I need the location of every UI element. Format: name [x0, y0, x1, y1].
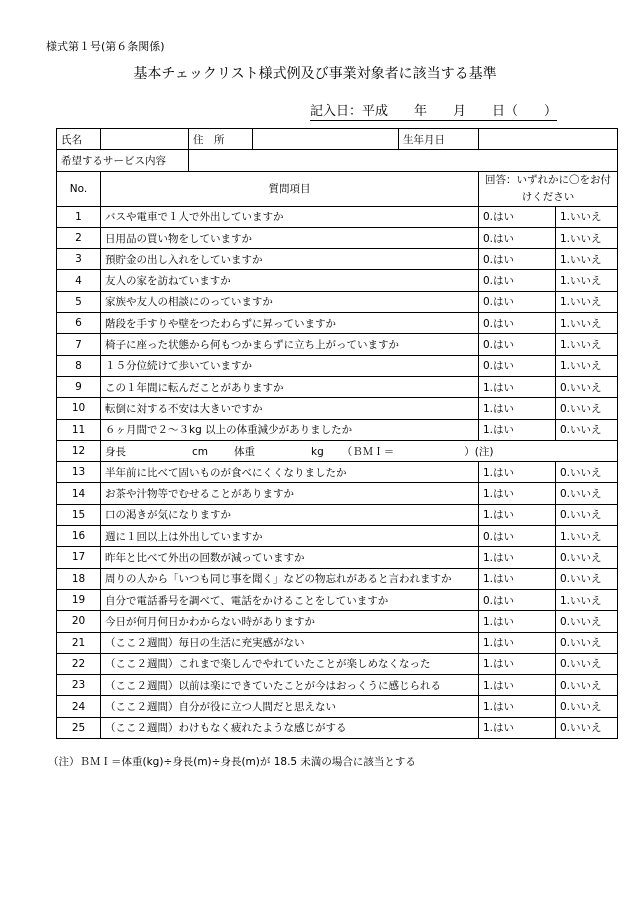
entry-date: [310, 100, 557, 119]
bmi-note-ref: ）(注): [464, 445, 494, 458]
question-number: 7: [57, 334, 101, 355]
answer-no-option[interactable]: 0.いいえ: [556, 504, 618, 525]
question-row: [57, 696, 618, 717]
answer-yes-option[interactable]: 1.はい: [479, 611, 556, 632]
service-field[interactable]: [189, 150, 618, 171]
answer-no-option[interactable]: 1.いいえ: [556, 249, 618, 270]
column-header-row: [57, 171, 618, 206]
question-text: （ここ２週間）わけもなく疲れたような感じがする: [101, 717, 479, 738]
answer-no-option[interactable]: 1.いいえ: [556, 334, 618, 355]
question-row: [57, 462, 618, 483]
answer-yes-option[interactable]: 0.はい: [479, 270, 556, 291]
question-row: [57, 717, 618, 738]
question-text: 友人の家を訪ねていますか: [101, 270, 479, 291]
birthdate-field[interactable]: [479, 129, 618, 150]
page-title: 基本チェックリスト様式例及び事業対象者に該当する基準: [133, 66, 497, 82]
question-text: お茶や汁物等でむせることがありますか: [101, 483, 479, 504]
question-text: 椅子に座った状態から何もつかまらずに立ち上がっていますか: [101, 334, 479, 355]
question-header: 質問項目: [101, 171, 479, 206]
answer-no-option[interactable]: 0.いいえ: [556, 568, 618, 589]
answer-no-option[interactable]: 0.いいえ: [556, 675, 618, 696]
question-row: [57, 504, 618, 525]
question-row: [57, 632, 618, 653]
question-number: 2: [57, 227, 101, 248]
birthdate-label: 生年月日: [399, 129, 479, 150]
bmi-measurement: [101, 440, 618, 461]
question-row: [57, 206, 618, 227]
question-number: 9: [57, 376, 101, 397]
answer-no-option[interactable]: 0.いいえ: [556, 376, 618, 397]
checklist-table: [56, 128, 618, 739]
question-number: 12: [57, 440, 101, 461]
question-number: 13: [57, 462, 101, 483]
answer-no-option[interactable]: 0.いいえ: [556, 632, 618, 653]
question-number: 11: [57, 419, 101, 440]
question-row: [57, 270, 618, 291]
question-row: [57, 675, 618, 696]
name-label: 氏名: [57, 129, 101, 150]
question-row: [57, 526, 618, 547]
answer-yes-option[interactable]: 1.はい: [479, 419, 556, 440]
answer-yes-option[interactable]: 1.はい: [479, 717, 556, 738]
answer-yes-option[interactable]: 1.はい: [479, 632, 556, 653]
answer-yes-option[interactable]: 1.はい: [479, 504, 556, 525]
question-number: 4: [57, 270, 101, 291]
question-number: 14: [57, 483, 101, 504]
question-text: この１年間に転んだことがありますか: [101, 376, 479, 397]
answer-yes-option[interactable]: 0.はい: [479, 227, 556, 248]
question-text: 階段を手すりや壁をつたわらずに昇っていますか: [101, 313, 479, 334]
question-number: 23: [57, 675, 101, 696]
answer-no-option[interactable]: 0.いいえ: [556, 611, 618, 632]
question-number: 25: [57, 717, 101, 738]
question-text: （ここ２週間）自分が役に立つ人間だと思えない: [101, 696, 479, 717]
answer-yes-option[interactable]: 0.はい: [479, 249, 556, 270]
answer-no-option[interactable]: 0.いいえ: [556, 696, 618, 717]
kg-unit: kg: [311, 445, 324, 458]
answer-yes-option[interactable]: 1.はい: [479, 398, 556, 419]
question-row: [57, 653, 618, 674]
question-text: （ここ２週間）これまで楽しんでやれていたことが楽しめなくなった: [101, 653, 479, 674]
question-text: （ここ２週間）毎日の生活に充実感がない: [101, 632, 479, 653]
answer-yes-option[interactable]: 0.はい: [479, 334, 556, 355]
weight-label: 体重: [234, 445, 256, 458]
question-number: 6: [57, 313, 101, 334]
question-text: バスや電車で１人で外出していますか: [101, 206, 479, 227]
bmi-row: [57, 440, 618, 461]
question-text: 日用品の買い物をしていますか: [101, 227, 479, 248]
answer-no-option[interactable]: 1.いいえ: [556, 227, 618, 248]
answer-no-option[interactable]: 1.いいえ: [556, 313, 618, 334]
answer-yes-option[interactable]: 0.はい: [479, 206, 556, 227]
question-text: 自分で電話番号を調べて、電話をかけることをしていますか: [101, 589, 479, 610]
question-row: [57, 589, 618, 610]
question-number: 15: [57, 504, 101, 525]
name-field[interactable]: [101, 129, 189, 150]
no-header: No.: [57, 171, 101, 206]
question-row: [57, 355, 618, 376]
answer-yes-option[interactable]: 1.はい: [479, 547, 556, 568]
answer-no-option[interactable]: 0.いいえ: [556, 547, 618, 568]
question-text: 今日が何月何日かわからない時がありますか: [101, 611, 479, 632]
answer-no-option[interactable]: 1.いいえ: [556, 355, 618, 376]
question-text: 転倒に対する不安は大きいですか: [101, 398, 479, 419]
question-number: 17: [57, 547, 101, 568]
question-row: [57, 419, 618, 440]
entry-date-text: 記入日：平成 年 月 日（ ）: [310, 104, 558, 119]
answer-no-option[interactable]: 1.いいえ: [556, 526, 618, 547]
answer-yes-option[interactable]: 1.はい: [479, 462, 556, 483]
question-row: [57, 376, 618, 397]
answer-yes-option[interactable]: 1.はい: [479, 653, 556, 674]
question-number: 5: [57, 291, 101, 312]
question-row: [57, 291, 618, 312]
question-number: 10: [57, 398, 101, 419]
question-number: 22: [57, 653, 101, 674]
question-number: 1: [57, 206, 101, 227]
answer-yes-option[interactable]: 1.はい: [479, 483, 556, 504]
question-text: 口の渇きが気になりますか: [101, 504, 479, 525]
question-text: 週に１回以上は外出していますか: [101, 526, 479, 547]
bmi-label: （ＢＭＩ＝: [341, 445, 395, 458]
question-row: [57, 249, 618, 270]
question-row: [57, 334, 618, 355]
form-reference: 様式第１号(第６条関係): [46, 40, 165, 53]
info-row-name: [57, 129, 618, 150]
question-row: [57, 227, 618, 248]
question-text: 昨年と比べて外出の回数が減っていますか: [101, 547, 479, 568]
question-number: 21: [57, 632, 101, 653]
answer-no-option[interactable]: 0.いいえ: [556, 653, 618, 674]
answer-yes-option[interactable]: 0.はい: [479, 589, 556, 610]
height-label: 身長: [105, 445, 126, 458]
question-number: 20: [57, 611, 101, 632]
answer-no-option[interactable]: 1.いいえ: [556, 206, 618, 227]
answer-yes-option[interactable]: 0.はい: [479, 291, 556, 312]
answer-yes-option[interactable]: 0.はい: [479, 355, 556, 376]
answer-no-option[interactable]: 0.いいえ: [556, 419, 618, 440]
question-number: 3: [57, 249, 101, 270]
question-text: 家族や友人の相談にのっていますか: [101, 291, 479, 312]
answer-no-option[interactable]: 0.いいえ: [556, 483, 618, 504]
question-row: [57, 547, 618, 568]
address-field[interactable]: [253, 129, 399, 150]
question-number: 18: [57, 568, 101, 589]
answer-no-option[interactable]: 0.いいえ: [556, 717, 618, 738]
answer-no-option[interactable]: 1.いいえ: [556, 291, 618, 312]
answer-yes-option[interactable]: 1.はい: [479, 376, 556, 397]
answer-no-option[interactable]: 1.いいえ: [556, 589, 618, 610]
cm-unit: cm: [192, 445, 209, 458]
question-row: [57, 313, 618, 334]
answer-no-option[interactable]: 0.いいえ: [556, 462, 618, 483]
question-row: [57, 611, 618, 632]
question-text: １５分位続けて歩いていますか: [101, 355, 479, 376]
question-row: [57, 398, 618, 419]
answer-header: 回答：いずれかに〇をお付けください: [479, 171, 618, 206]
footnote: （注）ＢＭＩ＝体重(kg)÷身長(m)÷身長(m)が 18.5 未満の場合に該当とする: [48, 756, 416, 768]
answer-yes-option[interactable]: 0.はい: [479, 526, 556, 547]
answer-no-option[interactable]: 0.いいえ: [556, 398, 618, 419]
question-number: 24: [57, 696, 101, 717]
question-row: [57, 483, 618, 504]
address-label: 住 所: [189, 129, 253, 150]
question-text: 半年前に比べて固いものが食べにくくなりましたか: [101, 462, 479, 483]
question-number: 19: [57, 589, 101, 610]
question-text: ６ヶ月間で２～３kg 以上の体重減少がありましたか: [101, 419, 479, 440]
answer-yes-option[interactable]: 1.はい: [479, 568, 556, 589]
question-text: 預貯金の出し入れをしていますか: [101, 249, 479, 270]
answer-yes-option[interactable]: 1.はい: [479, 675, 556, 696]
answer-yes-option[interactable]: 1.はい: [479, 696, 556, 717]
question-number: 8: [57, 355, 101, 376]
question-text: 周りの人から「いつも同じ事を聞く」などの物忘れがあると言われますか: [101, 568, 479, 589]
answer-no-option[interactable]: 1.いいえ: [556, 270, 618, 291]
service-label: 希望するサービス内容: [57, 150, 189, 171]
info-row-service: [57, 150, 618, 171]
question-number: 16: [57, 526, 101, 547]
question-text: （ここ２週間）以前は楽にできていたことが今はおっくうに感じられる: [101, 675, 479, 696]
question-row: [57, 568, 618, 589]
answer-yes-option[interactable]: 0.はい: [479, 313, 556, 334]
